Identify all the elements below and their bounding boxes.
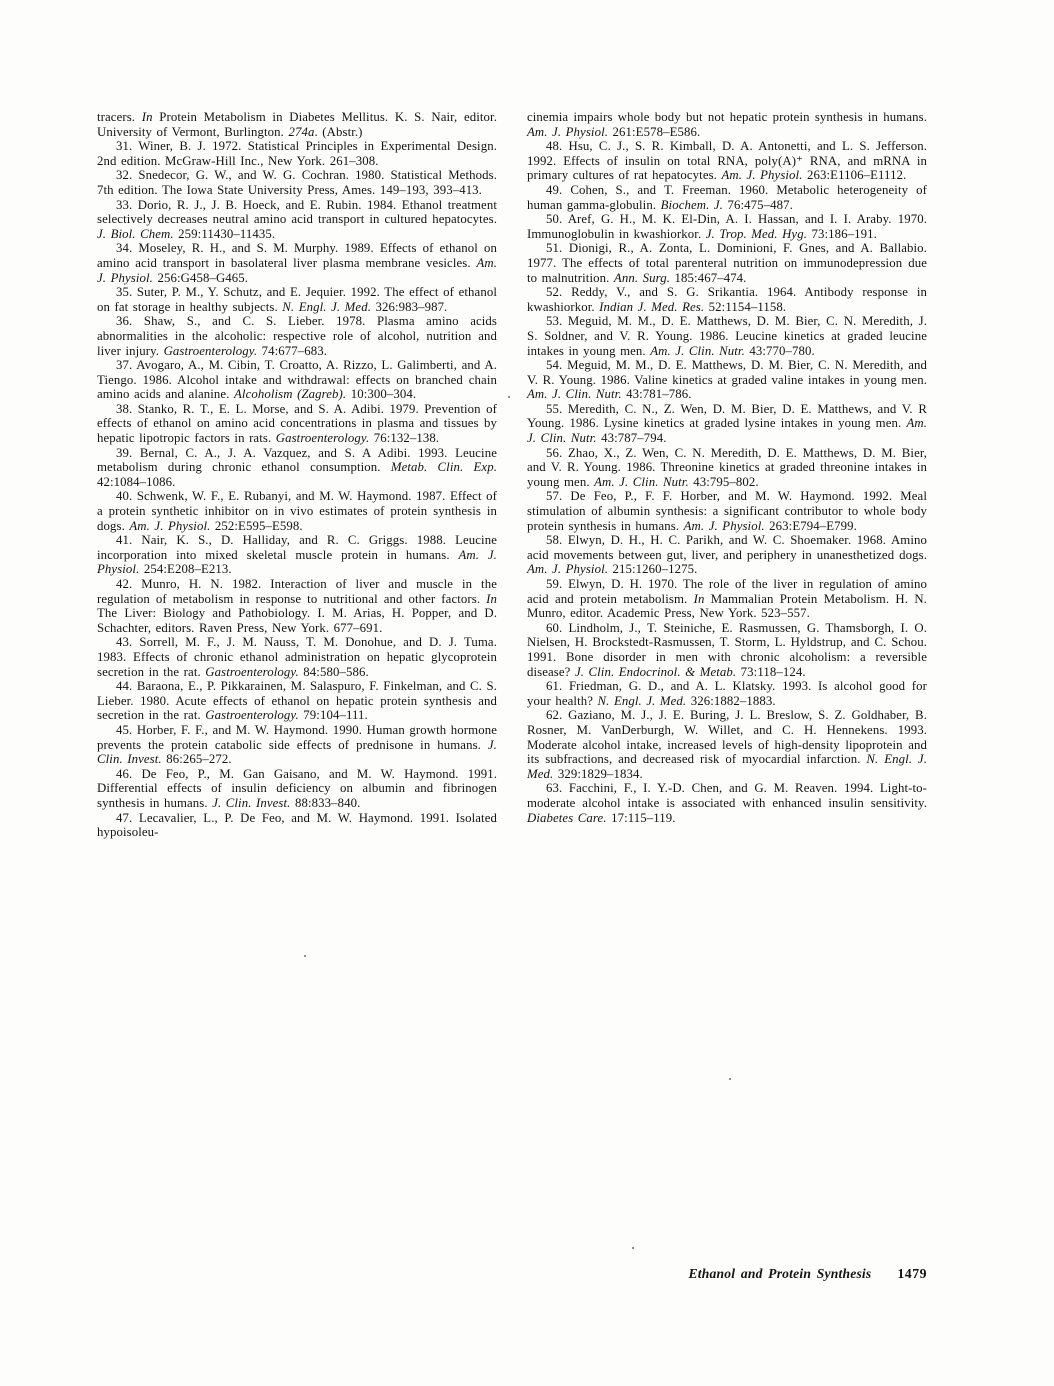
reference-entry: 50. Aref, G. H., M. K. El-Din, A. I. Hassan, and I. I. Araby. 1970. Immunoglobulin in kwashiorkor. J. Trop. Med. Hyg. 73:186–191. bbox=[527, 212, 927, 241]
reference-entry: 34. Moseley, R. H., and S. M. Murphy. 1989. Effects of ethanol on amino acid transport in basolateral liver plasma membrane vesicles. Am. J. Physiol. 256:G458–G465. bbox=[97, 241, 497, 285]
scan-speck bbox=[304, 955, 306, 957]
reference-entry: 62. Gaziano, M. J., J. E. Buring, J. L. Breslow, S. Z. Goldhaber, B. Rosner, M. VanDerburgh, W. Willet, and C. H. Hennekens. 1993. Moderate alcohol intake, increased levels of high-density lipoprotein and its subfractions, and decreased risk of myocardial infarction. N. Engl. J. Med. 329:1829–1834. bbox=[527, 708, 927, 781]
reference-entry: 45. Horber, F. F., and M. W. Haymond. 1990. Human growth hormone prevents the protein catabolic side effects of prednisone in humans. J. Clin. Invest. 86:265–272. bbox=[97, 722, 497, 767]
reference-entry: tracers. In Protein Metabolism in Diabetes Mellitus. K. S. Nair, editor. University of Vermont, Burlington. 274a. (Abstr.) bbox=[97, 110, 497, 139]
reference-entry: 41. Nair, K. S., D. Halliday, and R. C. Griggs. 1988. Leucine incorporation into mixed skeletal muscle protein in humans. Am. J. Physiol. 254:E208–E213. bbox=[97, 533, 497, 577]
reference-entry: 35. Suter, P. M., Y. Schutz, and E. Jequier. 1992. The effect of ethanol on fat storage in healthy subjects. N. Engl. J. Med. 326:983–987. bbox=[97, 285, 497, 314]
page-footer bbox=[527, 1265, 927, 1283]
reference-entry: 63. Facchini, F., I. Y.-D. Chen, and G. M. Reaven. 1994. Light-to-moderate alcohol intake is associated with enhanced insulin sensitivity. Diabetes Care. 17:115–119. bbox=[527, 781, 927, 825]
reference-entry: 52. Reddy, V., and S. G. Srikantia. 1964. Antibody response in kwashiorkor. Indian J. Med. Res. 52:1154–1158. bbox=[527, 285, 927, 314]
reference-entry: 40. Schwenk, W. F., E. Rubanyi, and M. W. Haymond. 1987. Effect of a protein synthetic inhibitor on in vivo estimates of protein synthesis in dogs. Am. J. Physiol. 252:E595–E598. bbox=[97, 489, 497, 533]
reference-entry: 61. Friedman, G. D., and A. L. Klatsky. 1993. Is alcohol good for your health? N. Engl. J. Med. 326:1882–1883. bbox=[527, 679, 927, 708]
reference-entry: 37. Avogaro, A., M. Cibin, T. Croatto, A. Rizzo, L. Galimberti, and A. Tiengo. 1986. Alcohol intake and withdrawal: effects on branched chain amino acids and alanine. Alcoholism (Zagreb). 10:300–304. bbox=[97, 358, 497, 402]
reference-entry: 47. Lecavalier, L., P. De Feo, and M. W. Haymond. 1991. Isolated hypoisoleu- bbox=[97, 810, 497, 840]
reference-entry: 53. Meguid, M. M., D. E. Matthews, D. M. Bier, C. N. Meredith, J. S. Soldner, and V. R. Young. 1986. Leucine kinetics at graded leucine intakes in young men. Am. J. Clin. Nutr. 43:770–780. bbox=[527, 314, 927, 358]
reference-entry: 39. Bernal, C. A., J. A. Vazquez, and S. A Adibi. 1993. Leucine metabolism during chronic ethanol consumption. Metab. Clin. Exp. 42:1084–1086. bbox=[97, 445, 497, 489]
reference-entry: 44. Baraona, E., P. Pikkarainen, M. Salaspuro, F. Finkelman, and C. S. Lieber. 1980. Acute effects of ethanol on hepatic protein synthesis and secretion in the rat. Gastroenterology. 79:104–111. bbox=[97, 679, 497, 723]
reference-entry: 33. Dorio, R. J., J. B. Hoeck, and E. Rubin. 1984. Ethanol treatment selectively decreases neutral amino acid transport in cultured hepatocytes. J. Biol. Chem. 259:11430–11435. bbox=[97, 197, 497, 241]
page-number: 1479 bbox=[897, 1266, 927, 1281]
reference-entry: 60. Lindholm, J., T. Steiniche, E. Rasmussen, G. Thamsborgh, I. O. Nielsen, H. Brockstedt-Rasmussen, T. Storm, L. Hyldstrup, and C. Schou. 1991. Bone disorder in men with chronic alcoholism: a reversible disease? J. Clin. Endocrinol. & Metab. 73:118–124. bbox=[527, 620, 927, 679]
reference-entry: 56. Zhao, X., Z. Wen, C. N. Meredith, D. E. Matthews, D. M. Bier, and V. R. Young. 1986. Threonine kinetics at graded threonine intakes in young men. Am. J. Clin. Nutr. 43:795–802. bbox=[527, 445, 927, 489]
reference-entry: cinemia impairs whole body but not hepatic protein synthesis in humans. Am. J. Physiol. 261:E578–E586. bbox=[527, 110, 927, 139]
reference-entry: 49. Cohen, S., and T. Freeman. 1960. Metabolic heterogeneity of human gamma-globulin. Biochem. J. 76:475–487. bbox=[527, 182, 927, 212]
reference-entry: 38. Stanko, R. T., E. L. Morse, and S. A. Adibi. 1979. Prevention of effects of ethanol on amino acid concentrations in plasma and tissues by hepatic lipotropic factors in rats. Gastroenterology. 76:132–138. bbox=[97, 401, 497, 446]
reference-entry: 55. Meredith, C. N., Z. Wen, D. M. Bier, D. E. Matthews, and V. R Young. 1986. Lysine kinetics at graded lysine intakes in young men. Am. J. Clin. Nutr. 43:787–794. bbox=[527, 401, 927, 446]
reference-entry: 31. Winer, B. J. 1972. Statistical Principles in Experimental Design. 2nd edition. McGraw-Hill Inc., New York. 261–308. bbox=[97, 139, 497, 168]
reference-entry: 46. De Feo, P., M. Gan Gaisano, and M. W. Haymond. 1991. Differential effects of insulin deficiency on albumin and fibrinogen synthesis in humans. J. Clin. Invest. 88:833–840. bbox=[97, 766, 497, 810]
reference-entry: 43. Sorrell, M. F., J. M. Nauss, T. M. Donohue, and D. J. Tuma. 1983. Effects of chronic ethanol administration on hepatic glycoprotein secretion in the rat. Gastroenterology. 84:580–586. bbox=[97, 635, 497, 679]
running-title: Ethanol and Protein Synthesis bbox=[688, 1266, 872, 1281]
right-column bbox=[527, 110, 927, 825]
reference-entry: 32. Snedecor, G. W., and W. G. Cochran. 1980. Statistical Methods. 7th edition. The Iowa State University Press, Ames. 149–193, 393–413. bbox=[97, 168, 497, 197]
reference-entry: 48. Hsu, C. J., S. R. Kimball, D. A. Antonetti, and L. S. Jefferson. 1992. Effects of insulin on total RNA, poly(A)⁺ RNA, and mRNA in primary cultures of rat hepatocytes. Am. J. Physiol. 263:E1106–E1112. bbox=[527, 139, 927, 183]
reference-entry: 36. Shaw, S., and C. S. Lieber. 1978. Plasma amino acids abnormalities in the alcoholic: respective role of alcohol, nutrition and liver injury. Gastroenterology. 74:677–683. bbox=[97, 314, 497, 358]
scan-speck bbox=[632, 1247, 634, 1249]
reference-entry: 58. Elwyn, D. H., H. C. Parikh, and W. C. Shoemaker. 1968. Amino acid movements between gut, liver, and periphery in unanesthetized dogs. Am. J. Physiol. 215:1260–1275. bbox=[527, 533, 927, 577]
scan-speck bbox=[508, 396, 510, 398]
scan-speck bbox=[729, 1078, 731, 1080]
reference-entry: 57. De Feo, P., F. F. Horber, and M. W. Haymond. 1992. Meal stimulation of albumin synthesis: a significant contributor to whole body protein synthesis in humans. Am. J. Physiol. 263:E794–E799. bbox=[527, 489, 927, 533]
reference-entry: 51. Dionigi, R., A. Zonta, L. Dominioni, F. Gnes, and A. Ballabio. 1977. The effects of total parenteral nutrition on immunodepression due to malnutrition. Ann. Surg. 185:467–474. bbox=[527, 241, 927, 285]
reference-entry: 42. Munro, H. N. 1982. Interaction of liver and muscle in the regulation of metabolism in response to nutritional and other factors. In The Liver: Biology and Pathobiology. I. M. Arias, H. Popper, and D. Schachter, editors. Raven Press, New York. 677–691. bbox=[97, 577, 497, 635]
left-column bbox=[97, 110, 497, 840]
reference-entry: 59. Elwyn, D. H. 1970. The role of the liver in regulation of amino acid and protein metabolism. In Mammalian Protein Metabolism. H. N. Munro, editor. Academic Press, New York. 523–557. bbox=[527, 577, 927, 621]
reference-entry: 54. Meguid, M. M., D. E. Matthews, D. M. Bier, C. N. Meredith, and V. R. Young. 1986. Valine kinetics at graded valine intakes in young men. Am. J. Clin. Nutr. 43:781–786. bbox=[527, 358, 927, 402]
